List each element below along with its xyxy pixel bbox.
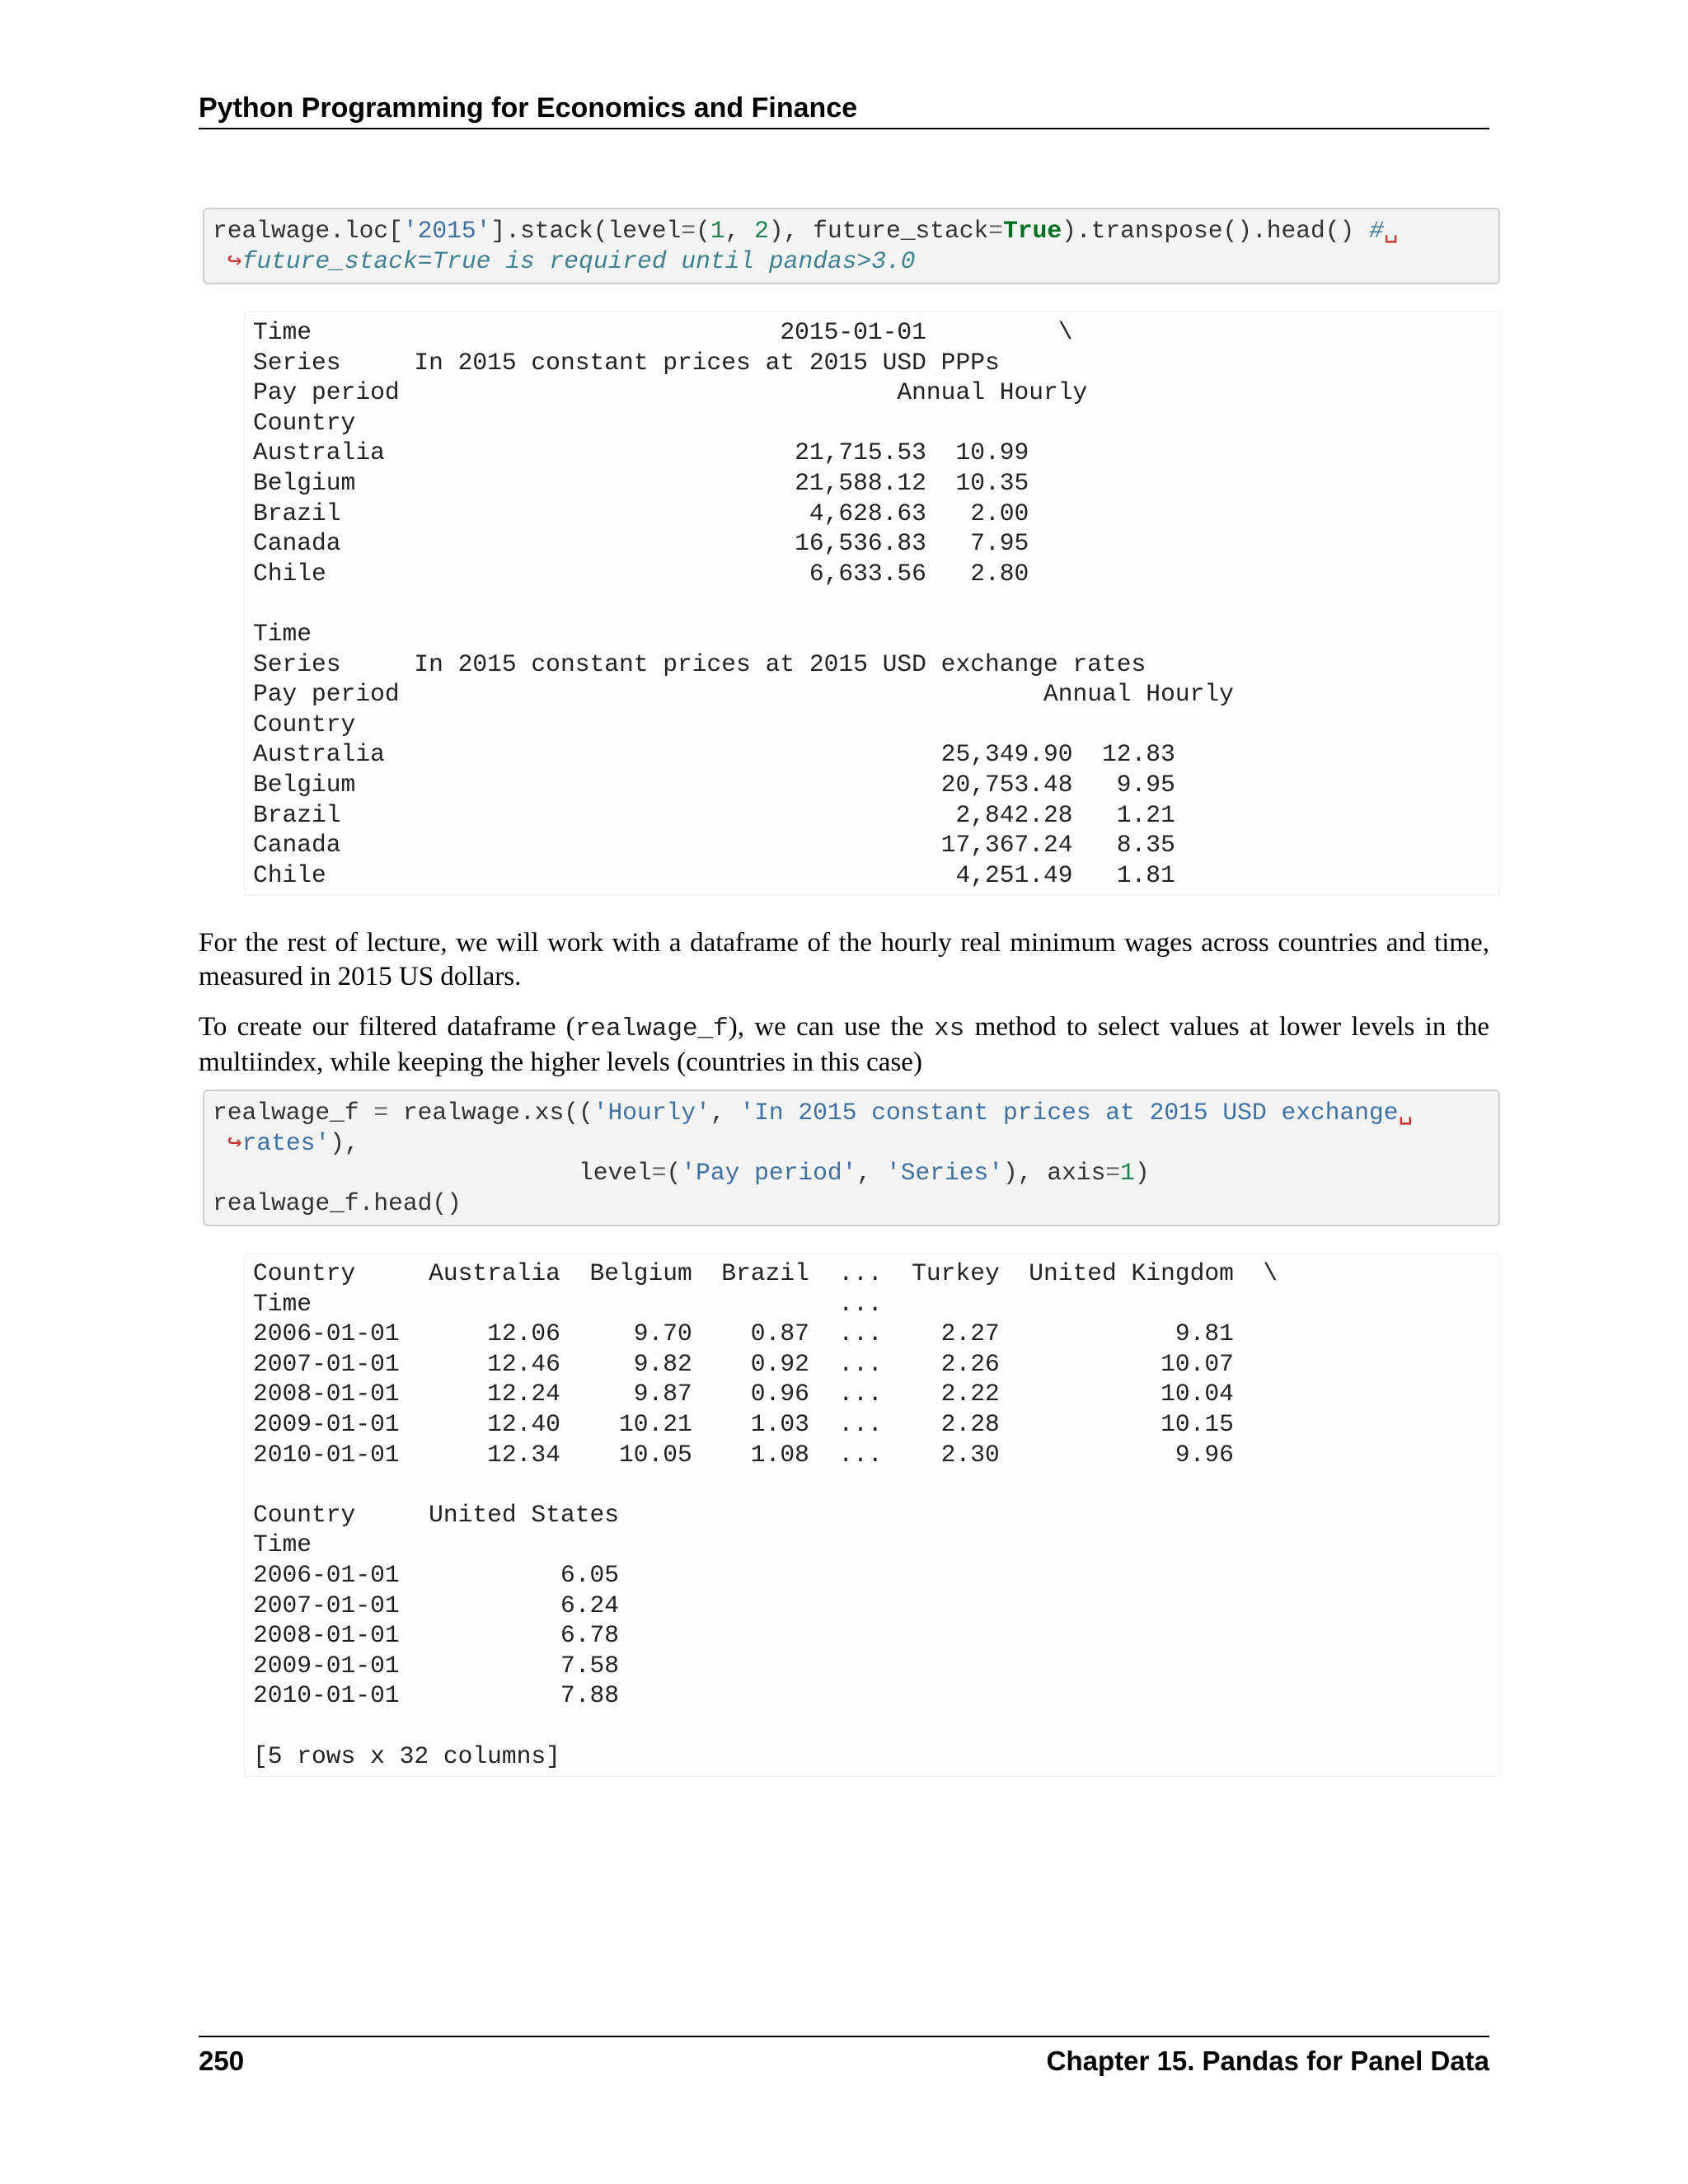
code-text: realwage_f = realwage.xs(('Hourly', 'In 2015 constant prices at 2015 USD exchange␣ ↪rates'), level=('Pay period', 'Series'), axis=1) realwage_f.head() [213, 1099, 1414, 1217]
chapter-title: Chapter 15. Pandas for Panel Data [1046, 2046, 1489, 2076]
output-cell-stack [244, 312, 1500, 896]
paragraph-hourly-wages: For the rest of lecture, we will work with a dataframe of the hourly real minimum wages across countries and time, measured in 2015 US dollars. [199, 928, 1489, 991]
book-title: Python Programming for Economics and Finance [199, 92, 858, 124]
line-wrap-arrow-icon: ↪ [227, 1128, 242, 1157]
line-continuation-icon: ␣ [1383, 217, 1399, 245]
output-text: Country Australia Belgium Brazil ... Turkey United Kingdom \ Time ... 2006-01-01 12.06 9.70 0.87 ... 2.27 9.81 2007-01-01 12.46 9.82 0.92 ... 2.26 10.07 2008-01-01 12.24 9.87 0.96 ... 2.22 10.04 2009-01-01 12.40 10.21 1.03 ... 2.28 10.15 2010-01-01 12.34 10.05 1.08 ... 2.30 9.96 Country United States Time 2006-01-01 6.05 2007-01-01 6.24 2008-01-01 6.78 2009-01-01 7.58 2010-01-01 7.88 [5 rows x 32 columns] [253, 1259, 1278, 1770]
code-cell-xs[interactable] [203, 1090, 1500, 1226]
output-cell-xs [244, 1253, 1500, 1777]
paragraph-xs-method: To create our filtered dataframe (realwage_f), we can use the xs method to select values at lower levels in the multiindex, while keeping the higher levels (countries in this case) [199, 1012, 1489, 1077]
page-number: 250 [199, 2046, 245, 2076]
inline-code-xs: xs [934, 1015, 965, 1043]
line-wrap-arrow-icon: ↪ [227, 246, 242, 275]
page-header [199, 92, 1489, 129]
inline-code-realwage-f: realwage_f [574, 1015, 729, 1043]
line-continuation-icon: ␣ [1398, 1099, 1414, 1127]
page-footer [199, 2036, 1489, 2077]
output-text: Time 2015-01-01 \ Series In 2015 constant prices at 2015 USD PPPs Pay period Annual Hourly Country Australia 21,715.53 10.99 Belgium 21,588.12 10.35 Brazil 4,628.63 2.00 Canada 16,536.83 7.95 Chile 6,633.56 2.80 Time Series In 2015 constant prices at 2015 USD exchange rates Pay period Annual Hourly Country Australia 25,349.90 12.83 Belgium 20,753.48 9.95 Brazil 2,842.28 1.21 Canada 17,367.24 8.35 Chile 4,251.49 1.81 [253, 318, 1234, 889]
code-cell-stack[interactable] [203, 208, 1500, 284]
code-text: realwage.loc['2015'].stack(level=(1, 2), future_stack=True).transpose().head() #␣ ↪future_stack=True is required until pandas>3.0 [213, 217, 1399, 275]
